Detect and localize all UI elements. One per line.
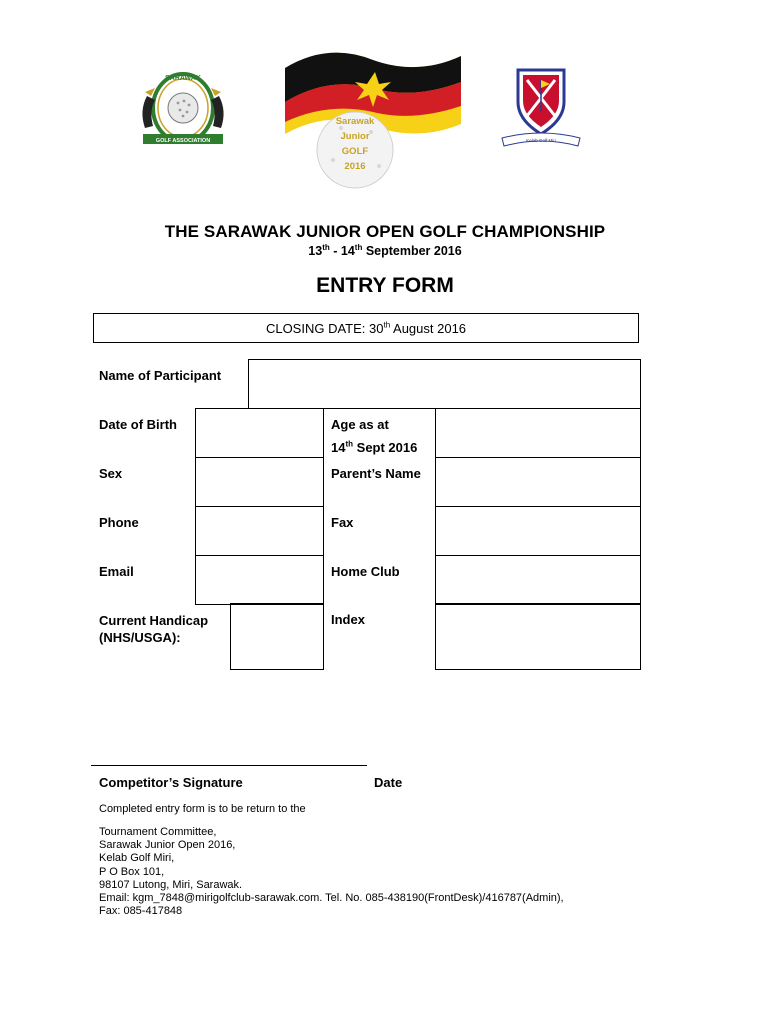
handicap-field[interactable] (230, 603, 324, 670)
age-label-day: 14 (331, 440, 346, 455)
sarawak-flag-golf-ball-logo (283, 42, 463, 190)
address-line: Email: kgm_7848@mirigolfclub-sarawak.com. Tel. No. 085-438190(FrontDesk)/416787(Admin), (99, 892, 564, 905)
signature-line[interactable] (91, 765, 367, 766)
dob-label: Date of Birth (99, 417, 177, 432)
age-label-line1: Age as at (331, 417, 389, 432)
ball-text-2: Junior (340, 131, 370, 142)
index-field[interactable] (435, 603, 641, 670)
date-end-sup: th (354, 242, 363, 252)
fax-field[interactable] (435, 506, 641, 556)
parent-name-label: Parent’s Name (331, 466, 421, 481)
dob-field[interactable] (195, 408, 324, 458)
closing-date-suffix: August 2016 (390, 321, 467, 336)
closing-date-box (93, 313, 639, 343)
date-start-sup: th (322, 242, 330, 252)
date-month-year: September 2016 (362, 244, 462, 258)
ball-text-3: GOLF (341, 146, 369, 157)
club-banner-text: Kelab Golf Miri (526, 138, 556, 143)
age-label-sup: th (345, 439, 354, 449)
parent-name-field[interactable] (435, 457, 641, 507)
phone-field[interactable] (195, 506, 324, 556)
championship-title: THE SARAWAK JUNIOR OPEN GOLF CHAMPIONSHIP (164, 222, 606, 241)
address-line: P O Box 101, (99, 865, 165, 878)
ball-text-1: Sarawak (335, 116, 375, 127)
closing-date-prefix: CLOSING DATE: 30 (265, 321, 384, 336)
handicap-label-line1: Current Handicap (99, 613, 209, 628)
home-club-label: Home Club (331, 564, 400, 579)
sex-field[interactable] (195, 457, 324, 507)
sex-label: Sex (99, 466, 123, 481)
email-label: Email (99, 564, 134, 579)
address-line: Fax: 085-417848 (99, 905, 183, 918)
handicap-label (99, 612, 208, 646)
fax-label: Fax (331, 515, 354, 530)
kelab-golf-miri-logo (500, 66, 582, 152)
address-line: 98107 Lutong, Miri, Sarawak. (99, 878, 243, 891)
handicap-label-line2: (NHS/USGA): (99, 630, 181, 645)
return-address (99, 826, 564, 918)
phone-label: Phone (99, 515, 139, 530)
age-field[interactable] (435, 408, 641, 458)
home-club-field[interactable] (435, 555, 641, 605)
entry-form-heading: ENTRY FORM (316, 274, 454, 297)
ball-text-4: 2016 (344, 161, 366, 172)
age-label-tail: Sept 2016 (353, 440, 418, 455)
logo-ring-text-bottom: GOLF ASSOCIATION (155, 138, 211, 144)
name-field[interactable] (248, 359, 641, 409)
name-label: Name of Participant (99, 368, 222, 383)
date-label: Date (374, 775, 403, 790)
email-field[interactable] (195, 555, 324, 605)
address-line: Tournament Committee, (99, 826, 217, 838)
date-end-day: - 14 (329, 244, 355, 258)
logo-ring-text-top: SARAWAK (165, 75, 201, 82)
competitor-signature-label: Competitor’s Signature (99, 775, 243, 790)
index-label: Index (331, 612, 365, 627)
sarawak-golf-association-logo (133, 66, 233, 150)
date-start-day: 13 (308, 244, 323, 258)
return-instruction: Completed entry form is to be return to the (99, 803, 306, 815)
address-line: Sarawak Junior Open 2016, (99, 839, 236, 852)
closing-date-sup: th (383, 320, 391, 330)
address-line: Kelab Golf Miri, (99, 852, 175, 865)
age-label-line2 (331, 440, 417, 455)
championship-dates (0, 244, 770, 258)
